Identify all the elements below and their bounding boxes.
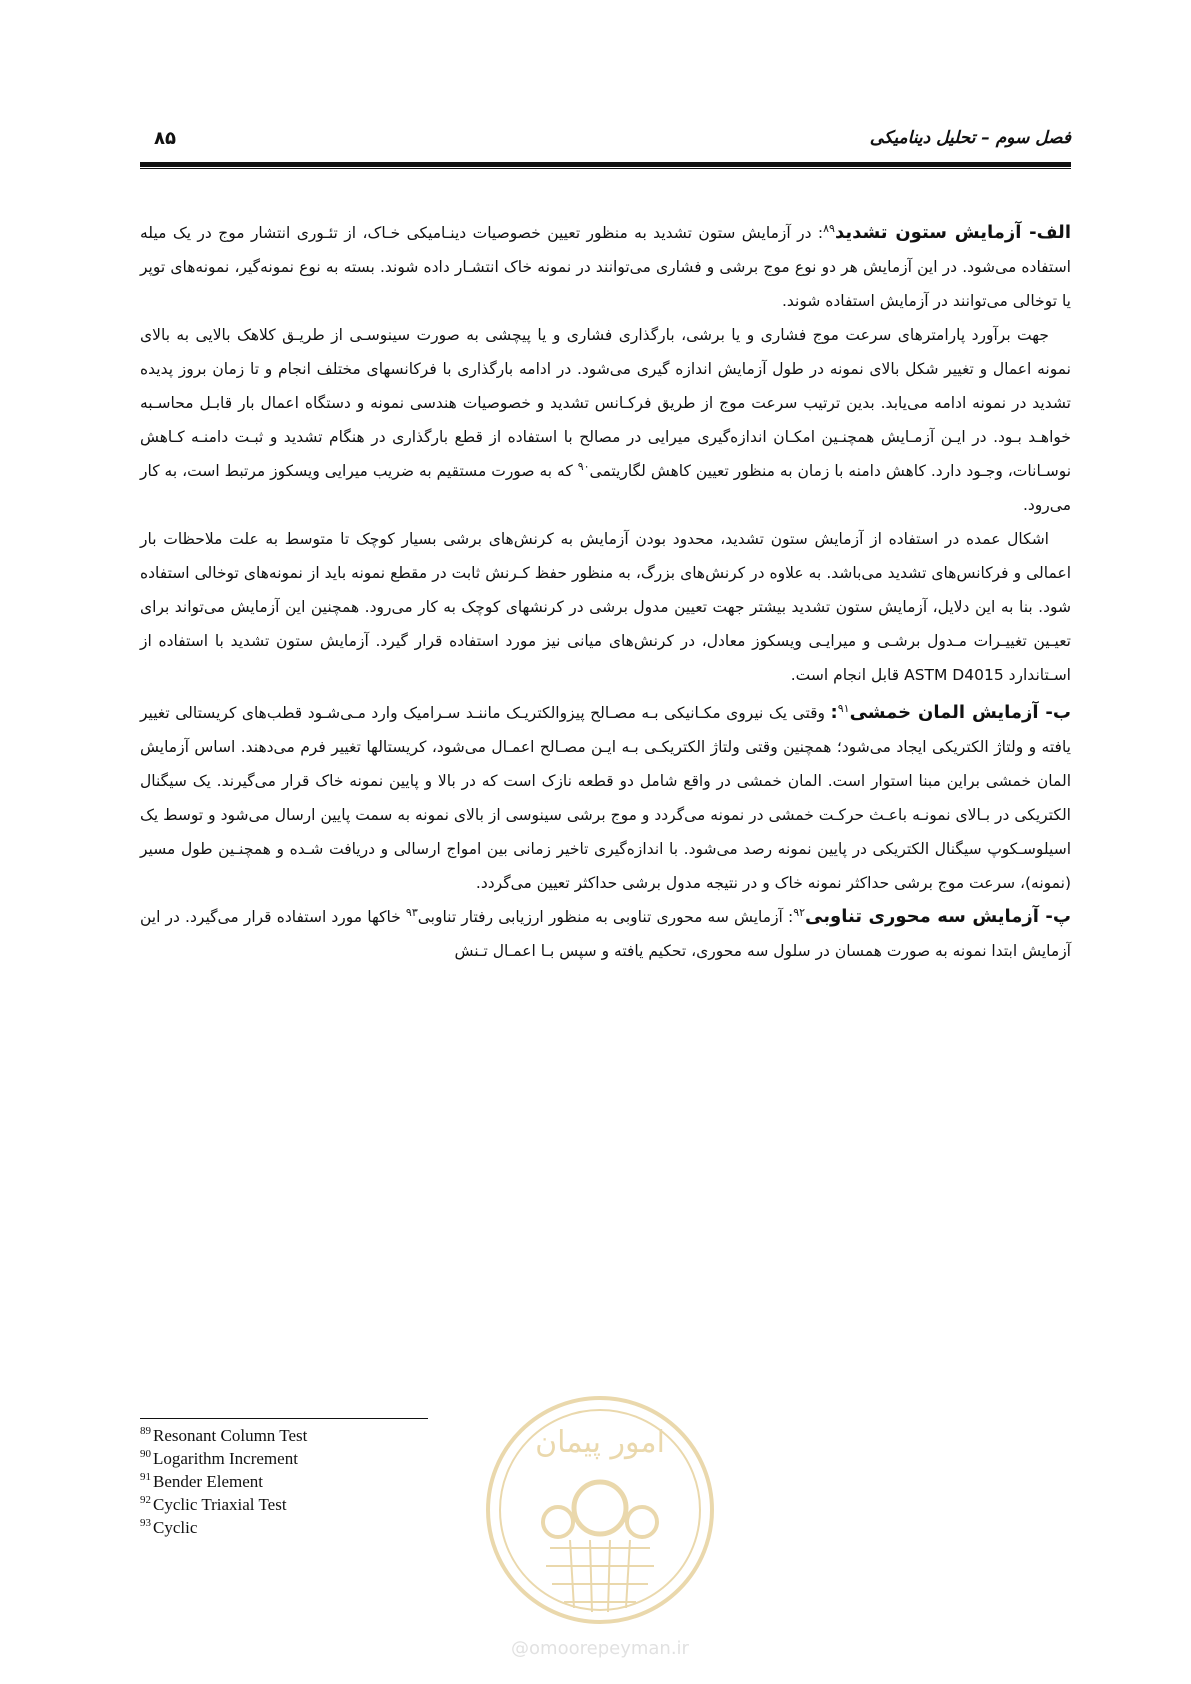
paragraph-text: جهت برآورد پارامترهای سرعت موج فشاری و یا برشی، بارگذاری فشاری و یا پیچشی به صورت سینوسـی از طریـق کلاهک بالایی به بالای نمونه اعمال و تغییر شکل بالای نمونه در طول آزمایش اندازه گیری می‌شود. در ادامه بارگذاری با فرکانسهای مختلف انجام و تا زمان بروز پدیده تشدید در نمونه ادامه می‌یابد. بدین ترتیب سرعت موج از طریق فرکـانس تشدید و خصوصیات هندسی نمونه و دستگاه اعمال بار قابـل محاسـبه خواهـد بـود. در ایـن آزمـایش همچنـین امکـان اندازه‌گیری میرایی در مصالح با استفاده از قطع بارگذاری در هنگام تشدید و ثبـت دامنـه کـاهش نوسـانات، وجـود دارد. کاهش دامنه با زمان به منظور تعیین کاهش لگاریتمی <box>140 326 1072 480</box>
paragraph-text: اشکال عمده در استفاده از آزمایش ستون تشدید، محدود بودن آزمایش به کرنش‌های برشی بسیار کوچک تا متوسط به علت ملاحظات بار اعمالی و فرکانس‌های تشدید می‌باشد. به علاوه در کرنش‌های بزرگ، به منظور حفظ کـرنش ثابت در مقطع نمونه باید از نمونه‌های توخالی استفاده شود. بنا به این دلایل، آزمایش ستون تشدید بیشتر جهت تعیین مدول برشی در کرنشهای کوچک به کار می‌رود. همچنین این آزمایش می‌تواند برای تعیـین تغییـرات مـدول برشـی و میرایـی ویسکوز معادل، در کرنش‌های میانی نیز مورد استفاده قرار گیرد. آزمایش ستون تشدید با استفاده از اسـتاندارد ASTM D4015 قابل انجام است. <box>140 530 1071 684</box>
watermark-url: @omoorepeyman.ir <box>511 1638 689 1659</box>
section-heading-cyclic-triaxial: پ- آزمایش سه محوری تناوبی <box>805 906 1071 927</box>
resonant-paragraph-1 <box>140 216 1071 318</box>
note-marker-90: ۹۰ <box>577 459 590 473</box>
footnote-number: 89 <box>140 1425 151 1438</box>
watermark-seal-icon <box>480 1390 720 1630</box>
footnote-text: Bender Element <box>153 1472 263 1491</box>
resonant-paragraph-2 <box>140 318 1071 522</box>
note-marker-89: ۸۹ <box>823 221 835 235</box>
section-heading-resonant-column: الف- آزمایش ستون تشدید <box>834 222 1071 243</box>
footnote-text: Cyclic <box>153 1518 198 1537</box>
paragraph-text: خاکها مورد استفاده قرار می‌گیرد. در این آزمایش ابتدا نمونه به صورت همسان در سلول سه محوری، تحکیم یافته و سپس بـا اعمـال تـنش <box>140 908 1071 960</box>
footnote-number: 90 <box>140 1448 151 1461</box>
paragraph-text: که به صورت مستقیم به ضریب میرایی ویسکوز مرتبط است، به کار می‌رود. <box>140 462 1071 514</box>
section-heading-bender-element: ب- آزمایش المان خمشی <box>849 702 1071 723</box>
footnote-text: Cyclic Triaxial Test <box>153 1495 287 1514</box>
cyclic-paragraph <box>140 900 1071 968</box>
header-rule <box>140 162 1071 169</box>
chapter-title: فصل سوم – تحلیل دینامیکی <box>869 128 1071 148</box>
footnote-number: 91 <box>140 1471 151 1484</box>
body-text <box>140 216 1071 968</box>
note-marker-92: ۹۲ <box>793 905 806 919</box>
footnote-number: 93 <box>140 1517 151 1530</box>
resonant-paragraph-3 <box>140 522 1071 692</box>
paragraph-text: وقتی یک نیروی مکـانیکی بـه مصـالح پیزوالکتریـک ماننـد سـرامیک وارد مـی‌شـود قطب‌های کریستالی تغییر یافته و ولتاژ الکتریکی ایجاد می‌شود؛ همچنین وقتی ولتاژ الکتریکـی بـه ایـن مصـالح اعمـال می‌شود، کریستالها تغییر فرم می‌دهند. اساس آزمایش المان خمشی براین مبنا استوار است. المان خمشی در واقع شامل دو قطعه نازک است که در بالا و پایین نمونه خاک قرار می‌گیرند. یک سیگنال الکتریکی در بـالای نمونـه باعـث حرکـت خمشی در نمونه می‌گردد و موج برشی سینوسی از بالای نمونه به سمت پایین ارسال می‌شود و توسط یک اسیلوسـکوپ سیگنال الکتریکی در پایین نمونه رصد می‌شود. با اندازه‌گیری تاخیر زمانی بین امواج ارسالی و دریافت شـده و همچنـین طول مسیر (نمونه)، سرعت موج برشی حداکثر نمونه خاک و در نتیجه مدول برشی حداکثر تعیین می‌گردد. <box>140 704 1071 892</box>
page-header <box>140 128 1071 158</box>
footnote-number: 92 <box>140 1494 151 1507</box>
paragraph-text: : آزمایش سه محوری تناوبی به منظور ارزیابی رفتار تناوبی <box>417 908 794 926</box>
watermark-seal-text: امور پیمان <box>535 1425 665 1460</box>
watermark <box>470 1390 730 1670</box>
note-marker-93: ۹۳ <box>405 905 418 919</box>
footnote-text: Resonant Column Test <box>153 1426 308 1445</box>
paragraph-text: : در آزمایش ستون تشدید به منظور تعیین خصوصیات دینـامیکی خـاک، از تئـوری انتشار موج در یک میله استفاده می‌شود. در این آزمایش هر دو نوع موج برشی و فشاری می‌توانند در نمونه خاک انتشـار داده شوند. بسته به نوع نمونه‌گیر، نمونه‌های توپر یا توخالی می‌توانند در آزمایش استفاده شوند. <box>140 224 1071 310</box>
footnote-rule <box>140 1418 428 1419</box>
bender-paragraph <box>140 696 1071 900</box>
heading-colon: : <box>830 702 838 723</box>
note-marker-91: ۹۱ <box>837 701 850 715</box>
page-number: ۸۵ <box>154 128 176 149</box>
footnote-text: Logarithm Increment <box>153 1449 298 1468</box>
